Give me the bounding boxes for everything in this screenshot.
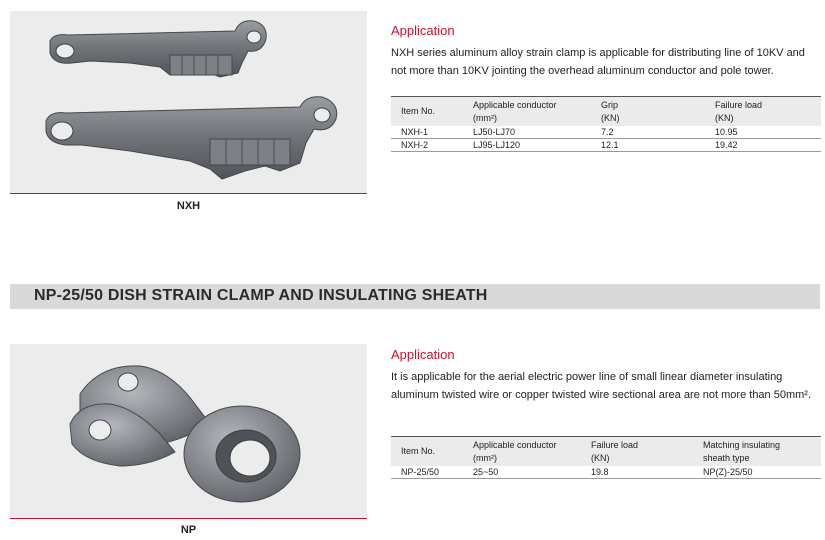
- section-header-bar: [10, 284, 820, 309]
- nxh-application-text: NXH series aluminum alloy strain clamp is applicable for distributing line of 10KV and not more than 10KV jointing the overhead aluminum conductor and pole tower.: [391, 47, 805, 77]
- nxh-table-header: [391, 97, 821, 127]
- nxh-clamp-lower: [46, 97, 337, 179]
- table-cell: LJ95-LJ120: [463, 139, 591, 152]
- table-cell: NXH-1: [391, 126, 463, 139]
- nxh-spec-table: [391, 96, 821, 152]
- table-cell: 25~50: [463, 466, 581, 479]
- table-row: [391, 466, 821, 479]
- np-application-title: Application: [391, 347, 455, 362]
- nxh-product-photo: [10, 11, 367, 193]
- table-cell: 10.95: [705, 126, 821, 139]
- nxh-header-conductor: Applicable conductor (mm²): [463, 97, 591, 127]
- table-row: [391, 139, 821, 152]
- table-cell: NP(Z)-25/50: [693, 466, 821, 479]
- table-cell: 12.1: [591, 139, 705, 152]
- np-caption: NP: [180, 524, 197, 536]
- nxh-header-failure-load: Failure load (KN): [705, 97, 821, 127]
- np-header-sheath-type: Matching insulating sheath type: [693, 437, 821, 467]
- np-header-failure-load: Failure load (KN): [581, 437, 693, 467]
- np-table-header: [391, 437, 821, 467]
- nxh-caption: NXH: [176, 200, 201, 212]
- nxh-header-item-no: Item No.: [391, 97, 463, 127]
- table-cell: 7.2: [591, 126, 705, 139]
- nxh-clamp-image: [10, 11, 367, 193]
- np-spec-table: [391, 436, 821, 479]
- section-title: NP-25/50 DISH STRAIN CLAMP AND INSULATING SHEATH: [34, 287, 488, 304]
- table-cell: NXH-2: [391, 139, 463, 152]
- table-row: [391, 126, 821, 139]
- np-clamp-body: [70, 366, 300, 502]
- np-header-item-no: Item No.: [391, 437, 463, 467]
- np-clamp-image: [10, 344, 367, 518]
- np-photo-rule: [10, 518, 367, 519]
- nxh-application-title: Application: [391, 23, 455, 38]
- np-header-conductor: Applicable conductor (mm²): [463, 437, 581, 467]
- table-cell: 19.42: [705, 139, 821, 152]
- nxh-clamp-upper: [50, 21, 266, 77]
- table-cell: 19.8: [581, 466, 693, 479]
- table-cell: NP-25/50: [391, 466, 463, 479]
- np-product-photo: [10, 344, 367, 518]
- table-cell: LJ50-LJ70: [463, 126, 591, 139]
- np-application-text: It is applicable for the aerial electric power line of small linear diameter insulating aluminum twisted wire or copper twisted wire sectional area are not more than 50mm².: [391, 371, 812, 401]
- nxh-photo-rule: [10, 193, 367, 194]
- nxh-header-grip: Grip (KN): [591, 97, 705, 127]
